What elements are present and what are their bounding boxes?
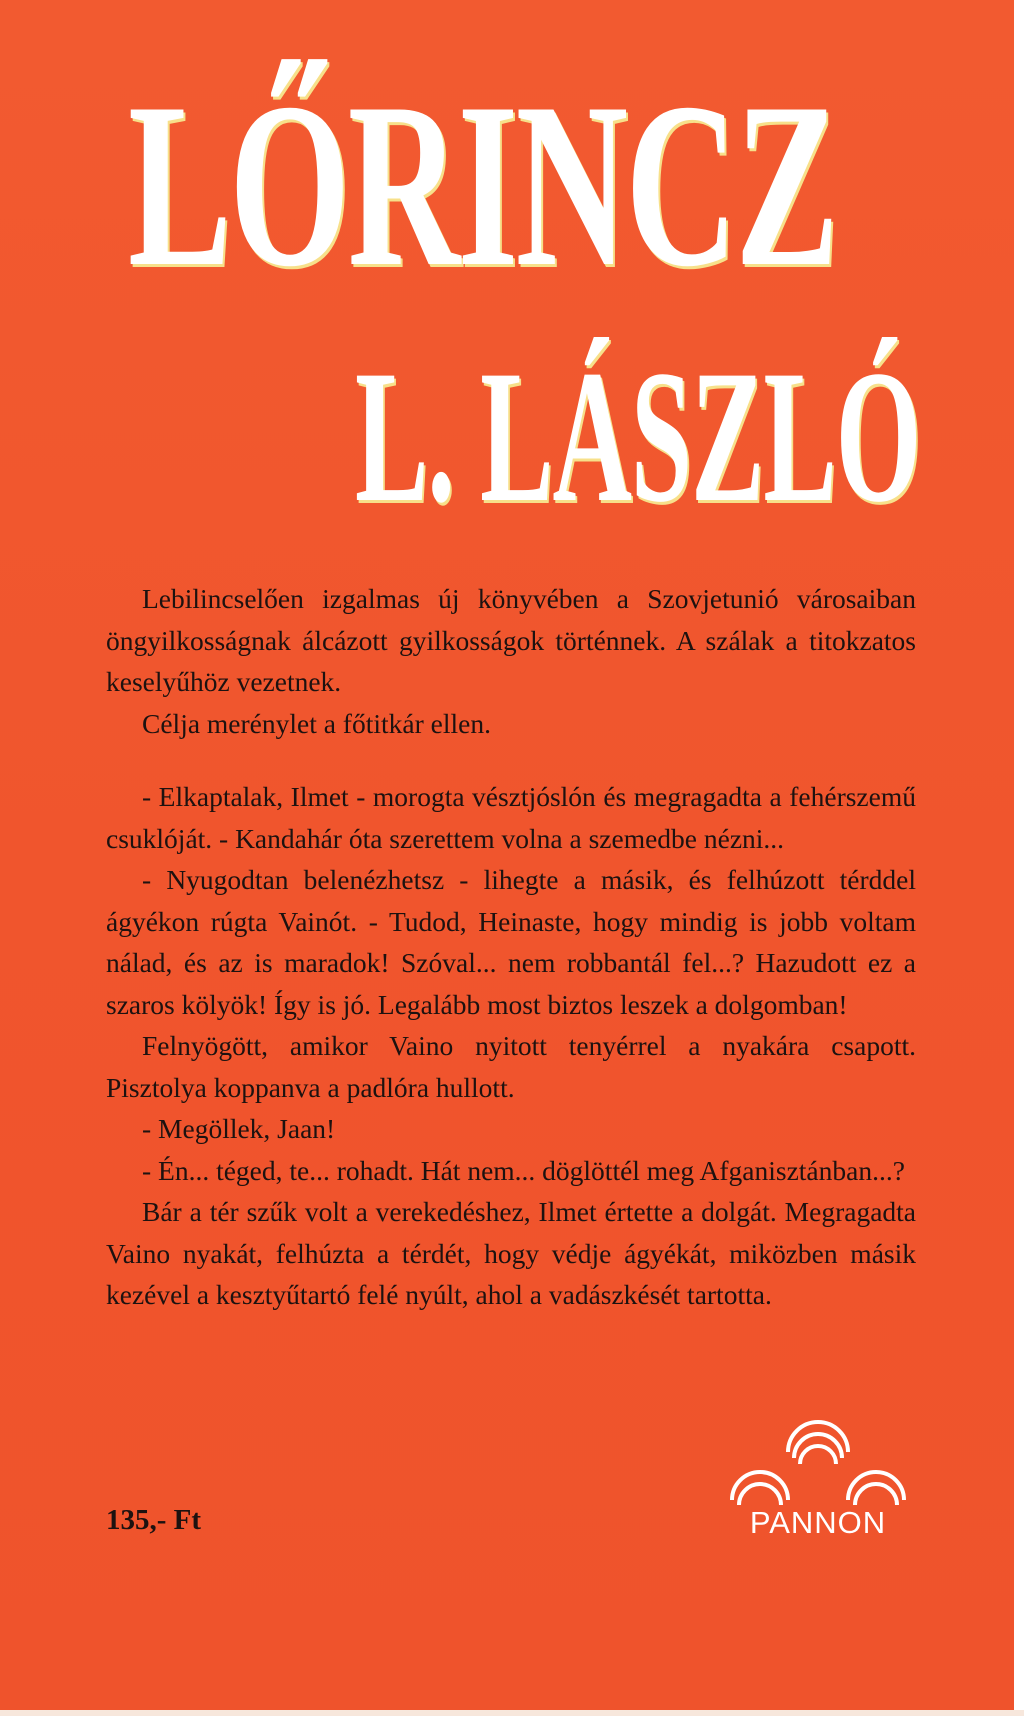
author-given-name: L. LÁSZLÓ — [355, 332, 921, 542]
author-surname: LŐRINCZ — [128, 55, 837, 316]
excerpt-paragraph: - Nyugodtan belenézhetsz - lihegte a másik, és felhúzott térddel ágyékon rúgta Vainót. - Tudod, Heinaste, hogy mindig is jobb voltam nálad, és az is maradok! Szóval... nem robbantál fel...? Hazudott ez a szaros kölyök! Így is jó. Legalább most biztos leszek a dolgomban! — [106, 864, 916, 1020]
page-edge — [1014, 0, 1024, 1716]
paragraph-gap — [106, 744, 916, 776]
pannon-arches-logo — [722, 1408, 914, 1538]
excerpt-paragraph: - Én... téged, te... rohadt. Hát nem... döglöttél meg Afganisztánban...? — [142, 1154, 905, 1186]
excerpt-paragraph: - Elkaptalak, Ilmet - morogta vésztjóslón és megragadta a fehérszemű csuklóját. - Kandahár óta szerettem volna a szemedbe nézni... — [106, 781, 916, 854]
blurb-paragraph: Lebilincselően izgalmas új könyvében a Szovjetunió városaiban öngyilkosságnak álcázott gyilkosságok történnek. A szálak a titokzatos keselyűhöz vezetnek. — [106, 583, 916, 697]
publisher-name: PANNON — [749, 1505, 887, 1538]
blurb-text — [106, 578, 916, 1316]
page-edge — [0, 1710, 1024, 1716]
publisher-logo-graphic — [722, 1408, 914, 1538]
blurb-paragraph: Célja merénylet a főtitkár ellen. — [142, 707, 491, 739]
price-label: 135,- Ft — [106, 1504, 202, 1536]
excerpt-paragraph: Bár a tér szűk volt a verekedéshez, Ilmet értette a dolgát. Megragadta Vaino nyakát, felhúzta a térdét, hogy védje ágyékát, miközben másik kezével a kesztyűtartó felé nyúlt, ahol a vadászkését tartotta. — [106, 1196, 916, 1310]
excerpt-paragraph: Felnyögött, amikor Vaino nyitott tenyérrel a nyakára csapott. Pisztolya koppanva a padlóra hullott. — [106, 1030, 916, 1103]
excerpt-paragraph: - Megöllek, Jaan! — [142, 1113, 336, 1144]
